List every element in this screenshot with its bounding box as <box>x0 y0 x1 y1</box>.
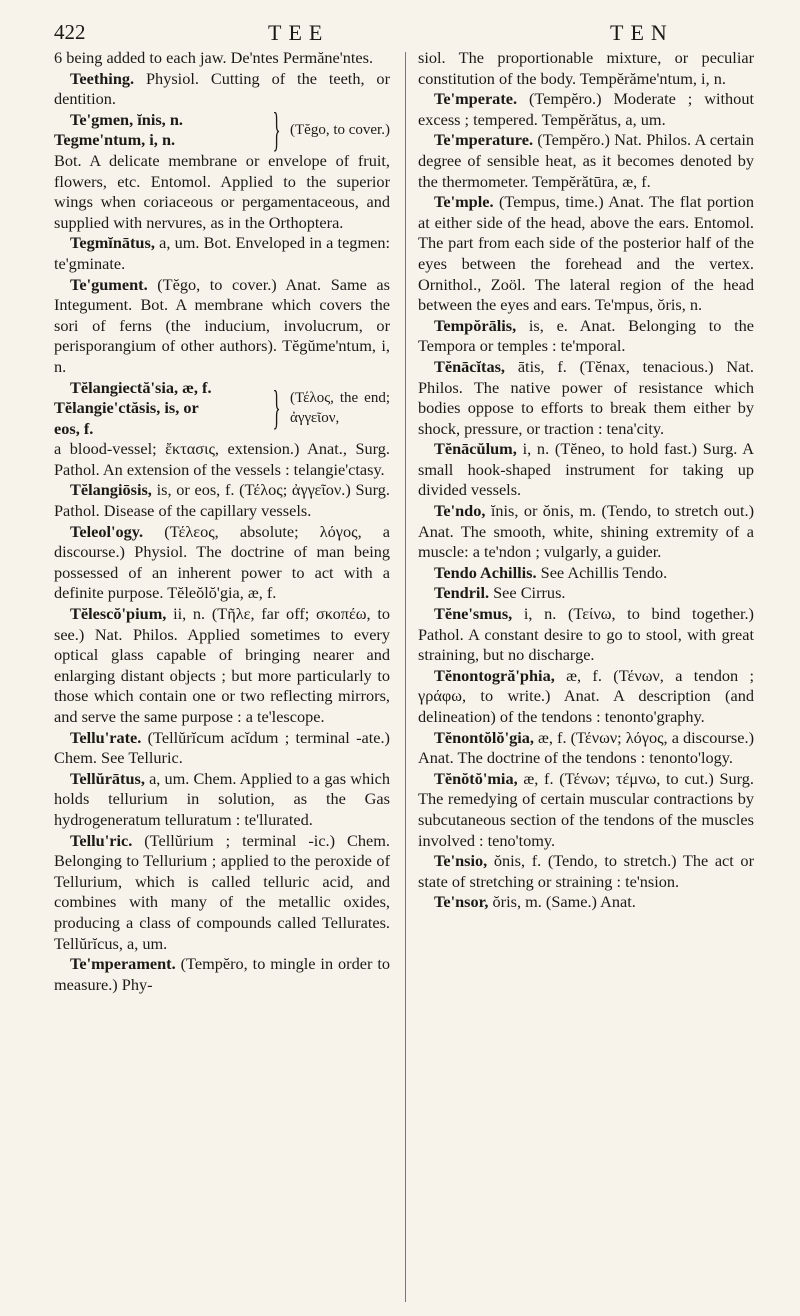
entry-definition: (Tĕgo, to cover.) Anat. Same as Integument. Bot. A membrane which covers the sori of ferns (the inducium, involucrum, or perisporangium of other authors). Tĕgŭme'ntum, i, n. <box>54 274 390 376</box>
entry-headword: Tellu'ric. <box>70 830 133 850</box>
column-divider <box>405 52 406 1302</box>
entry-headword: Teething. <box>70 68 135 88</box>
dictionary-entry <box>418 666 754 728</box>
dictionary-entry <box>418 604 754 666</box>
dictionary-entry <box>418 89 754 130</box>
entry-headword: Tendo Achillis. <box>434 562 537 582</box>
entry-definition: See Cirrus. <box>493 583 566 603</box>
dictionary-entry <box>54 522 390 604</box>
entry-definition: (Tempus, time.) Anat. The flat portion at either side of the head, above the ears. Entomol. The part from each side of the posterior half of the eyes between the forehead and the vertex. Ornithol., Zoöl. The lateral region of the head between the eyes and ears. Te'mpus, ŏris, n. <box>418 192 754 315</box>
entry-definition: Physiol. Cutting of the teeth, or dentition. <box>54 68 390 109</box>
right-running-head: TEN <box>610 20 674 45</box>
dictionary-entry <box>418 892 754 913</box>
dictionary-entry <box>418 769 754 851</box>
running-header <box>54 14 762 48</box>
dictionary-entry <box>54 233 390 274</box>
dictionary-entry <box>54 480 390 521</box>
entry-definition: is, e. Anat. Belonging to the Tempora or temples : te'mporal. <box>418 315 754 356</box>
entry-definition: æ, f. (Τένων; λόγος, a discourse.) Anat. The doctrine of the tendons : tenonto'logy. <box>418 727 754 768</box>
entry-headword: Tĕnontŏlŏ'gia, <box>434 727 534 747</box>
entry-definition: ii, n. (Τῆλε, far off; σκοπέω, to see.) Nat. Philos. Applied sometimes to every optical glass capable of bringing nearer and enlarging distant objects ; but more particularly to those which contain one or two reflecting mirrors, and serve the same purpose : a te'lescope. <box>54 604 390 726</box>
dictionary-entry <box>54 378 390 481</box>
entry-headword: Tĕlescŏ'pium, <box>70 604 167 624</box>
entry-headword: Tĕlangiectă'sia, æ, f. <box>70 377 212 397</box>
left-running-head: TEE <box>268 20 330 45</box>
entry-definition: (Tempĕro.) Moderate ; without excess ; tempered. Tempĕrătus, a, um. <box>418 89 754 129</box>
entry-definition: æ, f. (Τένων; τέμνω, to cut.) Surg. The remedying of certain muscular contractions by subcutaneous section of the tendons of the muscles involved : teno'tomy. <box>418 768 754 850</box>
entry-headword: Te'mperament. <box>70 954 176 974</box>
dictionary-entry <box>54 69 390 110</box>
entry-headword: Tĕlangiōsis, <box>70 480 152 500</box>
entry-headword: Tĕnācĭtas, <box>434 356 505 376</box>
dictionary-entry <box>418 192 754 316</box>
entry-definition: a blood-vessel; ἔκτασις, extension.) Anat., Surg. Pathol. An extension of the vessels : telangie'ctasy. <box>54 439 390 479</box>
entry-definition: ĭnis, or ŏnis, m. (Tendo, to stretch out.) Anat. The smooth, white, shining extremity of a muscle: a te'ndon ; vulgarly, a guider. <box>418 501 755 562</box>
entry-headword: Tĕlangie'ctăsis, is, or <box>54 398 199 418</box>
entry-definition: (Tempĕro, to mingle in order to measure.) Phy- <box>54 954 390 994</box>
entry-headword: Tegme'ntum, i, n. <box>54 130 176 150</box>
entry-headword: Te'nsor, <box>434 892 489 912</box>
brace-glyph: } <box>272 103 281 157</box>
entry-headword: Te'gument. <box>70 274 148 294</box>
entry-definition: (Tellŭrium ; terminal -ic.) Chem. Belonging to Tellurium ; applied to the peroxide of Tellurium, which is called telluric acid, and combines with many of the metallic oxides, producing a class of compounds called Tellurates. Tellŭrĭcus, a, um. <box>54 830 391 953</box>
entry-headword: Te'mperature. <box>434 130 534 150</box>
entry-headword: Tellu'rate. <box>70 727 142 747</box>
left-column <box>54 48 390 995</box>
entry-definition: (Τέλεος, absolute; λόγος, a discourse.) Physiol. The doctrine of man being possessed of an inherent power to act with a definite purpose. Tĕleŏlŏ'gia, æ, f. <box>54 521 390 603</box>
entry-headword: Tempŏrālis, <box>434 315 517 335</box>
entry-headword: Tĕne'smus, <box>434 604 513 624</box>
entry-definition: See Achillis Tendo. <box>540 562 668 582</box>
entry-definition: (Tempĕro.) Nat. Philos. A certain degree of sensible heat, as it becomes denoted by the thermometer. Tempĕrătūra, æ, f. <box>418 130 754 191</box>
entry-definition: a, um. Chem. Applied to a gas which holds tellurium in solution, as the Gas hydrogeneratum telluratum : te'llurated. <box>54 768 390 829</box>
dictionary-entry <box>418 851 754 892</box>
dictionary-entry <box>54 48 390 69</box>
entry-definition: ŏris, m. (Same.) Anat. <box>492 892 636 912</box>
entry-headword: Te'mple. <box>434 192 494 212</box>
brace-glyph: } <box>272 381 281 435</box>
dictionary-entry <box>418 130 754 192</box>
entry-definition: æ, f. (Τένων, a tendon ; γράφω, to write.) Anat. A description (and delineation) of the tendons : tenonto'graphy. <box>418 665 754 726</box>
entry-headword: Tĕnācŭlum, <box>434 439 517 459</box>
page-number: 422 <box>54 20 86 44</box>
entry-etymology: (Τέλος, the end; ἀγγεῖον, <box>290 389 390 427</box>
entry-headword: Te'gmen, ĭnis, n. <box>70 109 183 129</box>
dictionary-entry <box>418 48 754 89</box>
columns <box>54 48 762 1308</box>
entry-headword: eos, f. <box>54 418 94 438</box>
entry-definition: i, n. (Τείνω, to bind together.) Pathol. A constant desire to go to stool, with great straining, but no discharge. <box>418 604 754 665</box>
dictionary-entry <box>54 103 390 234</box>
entry-headword: Teleol'ogy. <box>70 521 144 541</box>
dictionary-entry <box>418 439 754 501</box>
dictionary-entry <box>54 728 390 769</box>
entry-definition: siol. The proportionable mixture, or peculiar constitution of the body. Tempĕrăme'ntum, i, n. <box>418 48 754 88</box>
brace-group <box>54 103 390 157</box>
entry-headword: Te'nsio, <box>434 851 488 871</box>
dictionary-entry <box>54 604 390 728</box>
entry-headword: Tĕnontogră'phia, <box>434 665 555 685</box>
brace-group <box>54 378 390 440</box>
dictionary-entry <box>54 769 390 831</box>
entry-definition: 6 being added to each jaw. De'ntes Permăne'ntes. <box>54 48 374 67</box>
entry-headword: Tendril. <box>434 583 490 603</box>
entry-headword: Te'ndo, <box>434 501 486 521</box>
entry-headword: Tegmĭnātus, <box>70 233 155 253</box>
dictionary-entry <box>54 831 390 955</box>
dictionary-entry <box>418 583 754 604</box>
dictionary-entry <box>418 563 754 584</box>
entry-definition: (Tellŭrĭcum acĭdum ; terminal -ate.) Chem. See Telluric. <box>54 727 390 768</box>
dictionary-entry <box>418 728 754 769</box>
entry-headword: Te'mperate. <box>434 89 518 109</box>
entry-etymology: (Tĕgo, to cover.) <box>290 122 390 139</box>
entry-definition: is, or eos, f. (Τέλος; ἀγγεῖον.) Surg. Pathol. Disease of the capillary vessels. <box>54 480 390 521</box>
entry-definition: a, um. Bot. Enveloped in a tegmen: te'gminate. <box>54 233 390 273</box>
entry-definition: ŏnis, f. (Tendo, to stretch.) The act or state of stretching or straining : te'nsion. <box>418 851 754 891</box>
entry-definition: ātis, f. (Tĕnax, tenacious.) Nat. Philos. The native power of resistance which bodies oppose to efforts to break them either by shock, pressure, or traction : tena'city. <box>418 356 754 438</box>
entry-headword: Tellŭrātus, <box>70 768 145 788</box>
dictionary-entry <box>418 316 754 357</box>
dictionary-entry <box>418 501 754 563</box>
right-column <box>418 48 754 913</box>
entry-definition: i, n. (Tĕneo, to hold fast.) Surg. A small hook-shaped instrument for taking up divided vessels. <box>418 439 754 500</box>
dictionary-entry <box>418 357 754 439</box>
dictionary-entry <box>54 954 390 995</box>
dictionary-entry <box>54 275 390 378</box>
entry-definition: Bot. A delicate membrane or envelope of fruit, flowers, etc. Entomol. Applied to the superior wings when coriaceous or pergamentaceous, and supplied with nervures, as in the Orthoptera. <box>54 150 390 232</box>
entry-headword: Tĕnŏtŏ'mia, <box>434 768 518 788</box>
